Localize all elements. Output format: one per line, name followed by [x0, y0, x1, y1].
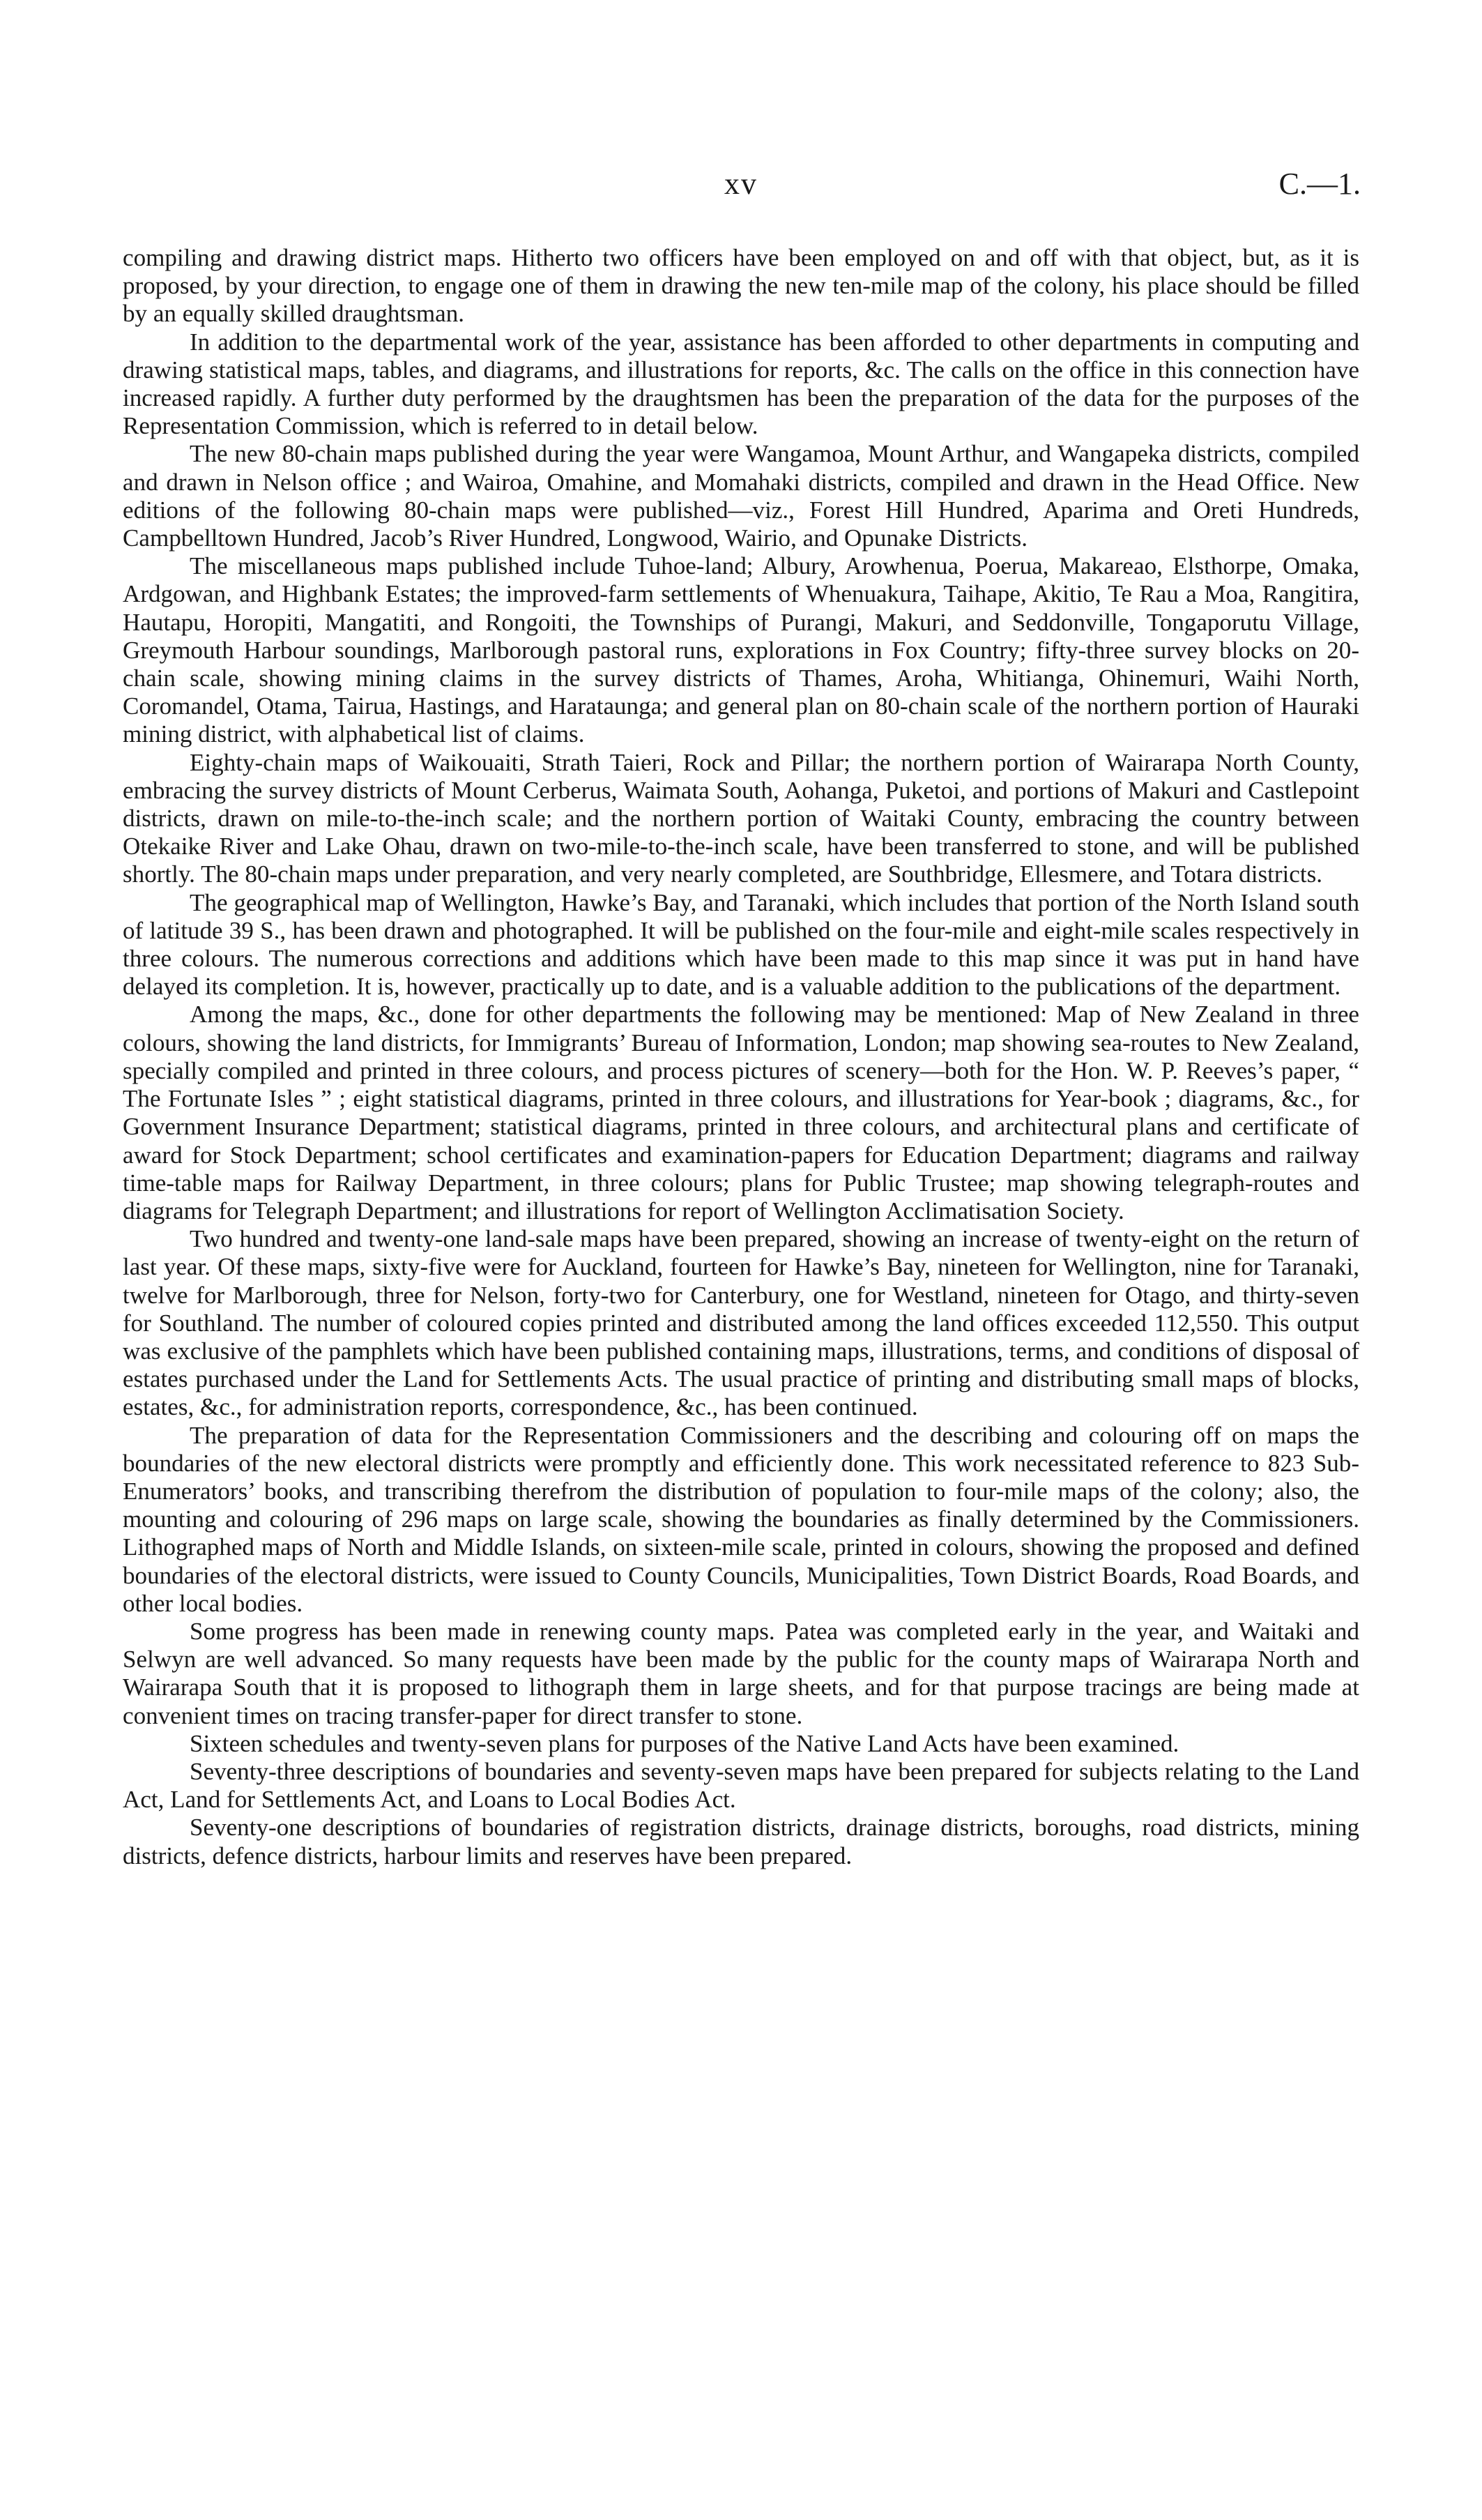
- page-header: [0, 166, 1482, 208]
- paragraph: Some progress has been made in renewing county maps. Patea was completed early in the year, and Waitaki and Selwyn are well advanced. So many requests have been made by the public for the county maps of Wairarapa North and Wairarapa South that it is proposed to lithograph them in large sheets, and for that purpose tracings are being made at convenient times on tracing transfer-paper for direct transfer to stone.: [123, 1617, 1359, 1729]
- paragraph: Among the maps, &c., done for other departments the following may be mentioned: Map of New Zealand in three colours, showing the land districts, for Immigrants’ Bureau of Information, London; map showing sea-routes to New Zealand, specially compiled and printed in three colours, and process pictures of scenery—both for the Hon. W. P. Reeves’s paper, “ The Fortunate Isles ” ; eight statistical diagrams, printed in three colours, and illustrations for Year-book ; diagrams, &c., for Government Insurance Department; statistical diagrams, printed in three colours, and architectural plans and certificate of award for Stock Department; school certificates and examination-papers for Education Department; diagrams and railway time-table maps for Railway Department, in three colours; plans for Public Trustee; map showing telegraph-routes and diagrams for Telegraph Department; and illustrations for report of Wellington Acclimatisation Society.: [123, 1001, 1359, 1224]
- paragraph: In addition to the departmental work of the year, assistance has been afforded to other departments in computing and drawing statistical maps, tables, and diagrams, and illustrations for reports, &c. The calls on the office in this connection have increased rapidly. A further duty performed by the draughtsmen has been the preparation of the data for the purposes of the Representation Commission, which is referred to in detail below.: [123, 328, 1359, 440]
- paragraph: Seventy-one descriptions of boundaries of registration districts, drainage districts, boroughs, road districts, mining districts, defence districts, harbour limits and reserves have been prepared.: [123, 1814, 1359, 1869]
- paragraph: The miscellaneous maps published include Tuhoe-land; Albury, Arowhenua, Poerua, Makareao, Elsthorpe, Omaka, Ardgowan, and Highbank Estates; the improved-farm settlements of Whenuakura, Taihape, Akitio, Te Rau a Moa, Rangitira, Hautapu, Horopiti, Mangatiti, and Rongoiti, the Townships of Purangi, Makuri, and Seddonville, Tongaporutu Village, Greymouth Harbour soundings, Marlborough pastoral runs, explorations in Fox Country; fifty-three survey blocks on 20-chain scale, showing mining claims in the survey districts of Thames, Aroha, Whitianga, Ohinemuri, Waihi North, Coromandel, Otama, Tairua, Hastings, and Harataunga; and general plan on 80-chain scale of the northern portion of Hauraki mining district, with alphabetical list of claims.: [123, 552, 1359, 748]
- page-number: xv: [724, 167, 758, 201]
- paragraph: compiling and drawing district maps. Hitherto two officers have been employed on and off with that object, but, as it is proposed, by your direction, to engage one of them in drawing the new ten-mile map of the colony, his place should be filled by an equally skilled draughtsman.: [123, 244, 1359, 328]
- paragraph: The preparation of data for the Representation Commissioners and the describing and colouring off on maps the boundaries of the new electoral districts were promptly and efficiently done. This work necessitated reference to 823 Sub-Enumerators’ books, and transcribing therefrom the distribution of population to four-mile maps of the colony; also, the mounting and colouring of 296 maps on large scale, showing the boundaries as finally determined by the Commissioners. Lithographed maps of North and Middle Islands, on sixteen-mile scale, printed in colours, showing the proposed and defined boundaries of the electoral districts, were issued to County Councils, Municipalities, Town District Boards, Road Boards, and other local bodies.: [123, 1421, 1359, 1617]
- paragraph: The geographical map of Wellington, Hawke’s Bay, and Taranaki, which includes that portion of the North Island south of latitude 39 S., has been drawn and photographed. It will be published on the four-mile and eight-mile scales respectively in three colours. The numerous corrections and additions which have been made to this map since it was put in hand have delayed its completion. It is, however, practically up to date, and is a valuable addition to the publications of the department.: [123, 888, 1359, 1001]
- body-text: [123, 244, 1359, 1870]
- paragraph: Two hundred and twenty-one land-sale maps have been prepared, showing an increase of twenty-eight on the return of last year. Of these maps, sixty-five were for Auckland, fourteen for Hawke’s Bay, nineteen for Wellington, nine for Taranaki, twelve for Marlborough, three for Nelson, forty-two for Canterbury, one for Westland, nineteen for Otago, and thirty-seven for Southland. The number of coloured copies printed and distributed among the land offices exceeded 112,550. This output was exclusive of the pamphlets which have been published containing maps, illustrations, terms, and conditions of disposal of estates purchased under the Land for Settlements Acts. The usual practice of printing and distributing small maps of blocks, estates, &c., for administration reports, correspondence, &c., has been continued.: [123, 1225, 1359, 1421]
- paragraph: Sixteen schedules and twenty-seven plans for purposes of the Native Land Acts have been examined.: [190, 1729, 1179, 1757]
- paragraph: Eighty-chain maps of Waikouaiti, Strath Taieri, Rock and Pillar; the northern portion of Wairarapa North County, embracing the survey districts of Mount Cerberus, Waimata South, Aohanga, Puketoi, and portions of Makuri and Castlepoint districts, drawn on mile-to-the-inch scale; and the northern portion of Waitaki County, embracing the country between Otekaike River and Lake Ohau, drawn on two-mile-to-the-inch scale, have been transferred to stone, and will be published shortly. The 80-chain maps under preparation, and very nearly completed, are Southbridge, Ellesmere, and Totara districts.: [123, 748, 1359, 888]
- document-code: C.—1.: [1278, 167, 1361, 201]
- paragraph: Seventy-three descriptions of boundaries and seventy-seven maps have been prepared for subjects relating to the Land Act, Land for Settlements Act, and Loans to Local Bodies Act.: [123, 1757, 1359, 1814]
- paragraph: The new 80-chain maps published during the year were Wangamoa, Mount Arthur, and Wangapeka districts, compiled and drawn in Nelson office ; and Wairoa, Omahine, and Momahaki districts, compiled and drawn in the Head Office. New editions of the following 80-chain maps were published—viz., Forest Hill Hundred, Aparima and Oreti Hundreds, Campbelltown Hundred, Jacob’s River Hundred, Longwood, Wairio, and Opunake Districts.: [123, 440, 1359, 552]
